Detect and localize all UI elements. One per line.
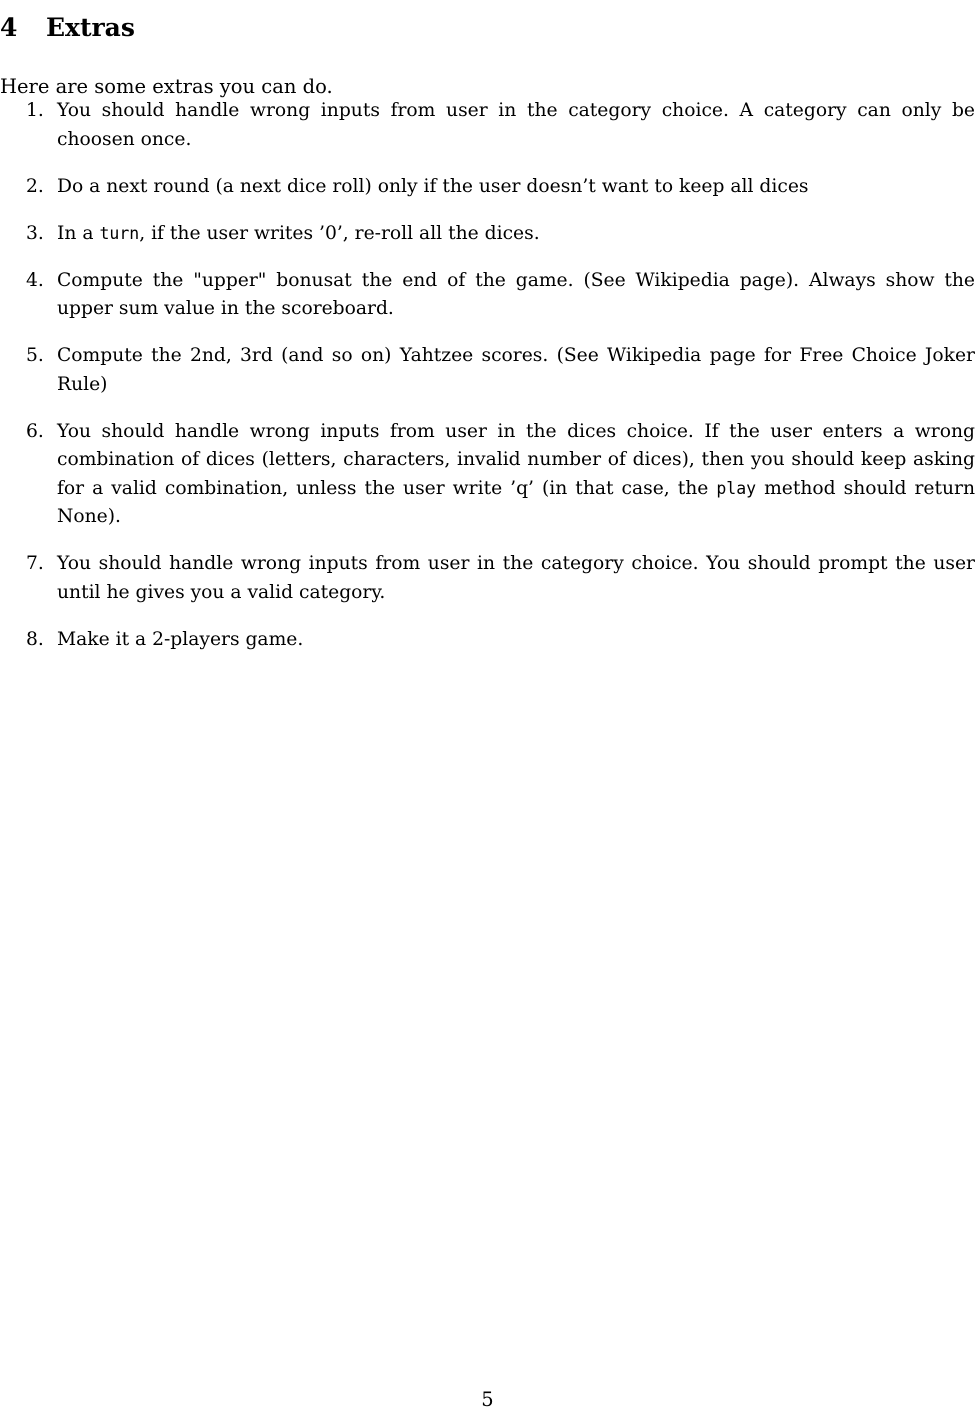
list-item-text-after-code: method should return None). — [57, 477, 975, 527]
list-item-text-before-code: In a — [57, 222, 100, 244]
list-item-number: 6. — [26, 420, 44, 442]
list-item-text: You should handle wrong inputs from user in the category choice. You should prompt the user until he gives you a valid category. — [57, 553, 975, 603]
intro-paragraph: Here are some extras you can do. — [0, 74, 333, 98]
section-number: 4 — [0, 12, 18, 42]
list-item — [0, 418, 975, 532]
list-item — [0, 550, 975, 607]
list-item-number: 5. — [26, 345, 44, 366]
list-item-number: 2. — [26, 175, 44, 197]
list-item-text-before-code: You should handle wrong inputs from user in the dices choice. If the user enters a wrong combination of dices (letters, characters, invalid number of dices), then you should keep asking for a valid combination, unless the user write ’q’ (in that case, the — [57, 420, 975, 499]
extras-list — [0, 97, 975, 673]
list-item-text: Compute the "upper" bonusat the end of the game. (See Wikipedia page). Always show the upper sum value in the scoreboard. — [57, 269, 975, 319]
section-heading — [0, 13, 135, 43]
list-item — [0, 97, 975, 154]
list-item — [0, 626, 975, 655]
list-item-number: 1. — [26, 100, 44, 121]
list-item — [0, 173, 975, 202]
list-item-text: You should handle wrong inputs from user in the category choice. A category can only be choosen once. — [57, 100, 975, 150]
list-item — [0, 342, 975, 399]
list-item-number: 7. — [26, 553, 44, 574]
page-number: 5 — [481, 1388, 494, 1411]
list-item — [0, 220, 975, 249]
list-item-number: 4. — [26, 269, 44, 291]
list-item — [0, 267, 975, 324]
code-turn: turn — [99, 223, 140, 243]
code-play: play — [716, 478, 757, 498]
list-item-text: Do a next round (a next dice roll) only if the user doesn’t want to keep all dices — [57, 175, 809, 197]
list-item-text: Make it a 2-players game. — [57, 628, 304, 650]
list-item-text-after-code: , if the user writes ’0’, re-roll all the dices. — [139, 222, 540, 244]
section-title: Extras — [46, 12, 135, 42]
list-item-number: 8. — [26, 628, 44, 650]
list-item-text: Compute the 2nd, 3rd (and so on) Yahtzee scores. (See Wikipedia page for Free Choice Joker Rule) — [57, 345, 975, 395]
list-item-number: 3. — [26, 222, 44, 244]
